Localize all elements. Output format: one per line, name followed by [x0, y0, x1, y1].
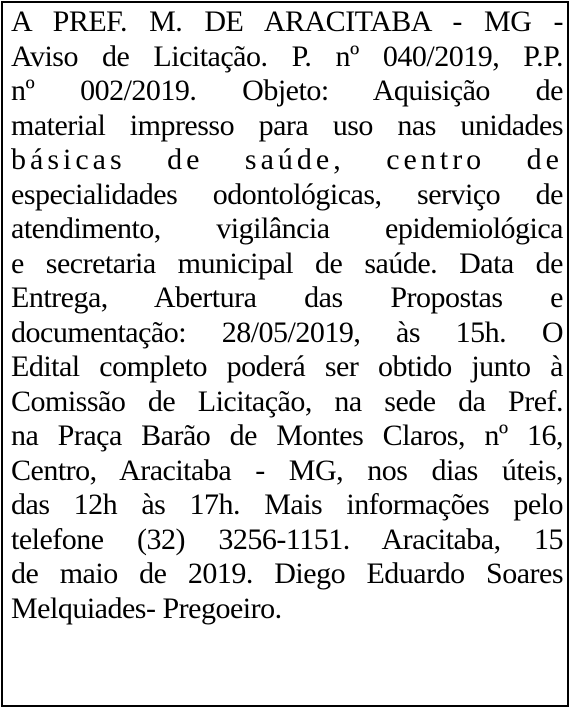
notice-line-10: documentação: 28/05/2019, às 15h. O: [11, 315, 563, 349]
notice-line-15: das 12h às 17h. Mais informações pelo: [11, 488, 563, 521]
notice-line-18: Melquiades- Pregoeiro.: [11, 591, 282, 625]
notice-line-1: A PREF. M. DE ARACITABA - MG -: [11, 5, 563, 38]
notice-line-5: básicas de saúde, centro de: [11, 143, 563, 176]
notice-line-8: e secretaria municipal de saúde. Data de: [11, 246, 563, 280]
notice-line-2: Aviso de Licitação. P. nº 040/2019, P.P.: [11, 39, 563, 73]
notice-line-6: especialidades odontológicas, serviço de: [11, 177, 563, 211]
notice-line-11: Edital completo poderá ser obtido junto à: [11, 350, 563, 383]
notice-line-16: telefone (32) 3256-1151. Aracitaba, 15: [11, 522, 563, 556]
notice-line-9: Entrega, Abertura das Propostas e: [11, 281, 563, 314]
notice-line-12: Comissão de Licitação, na sede da Pref.: [11, 384, 563, 418]
notice-frame: [1, 1, 569, 707]
notice-line-17: de maio de 2019. Diego Eduardo Soares: [11, 557, 563, 590]
notice-body: [11, 5, 563, 626]
notice-line-3: nº 002/2019. Objeto: Aquisição de: [11, 74, 563, 107]
notice-line-13: na Praça Barão de Montes Claros, nº 16,: [11, 419, 563, 452]
notice-line-7: atendimento, vigilância epidemiológica: [11, 212, 563, 245]
notice-line-4: material impresso para uso nas unidades: [11, 108, 563, 142]
notice-line-14: Centro, Aracitaba - MG, nos dias úteis,: [11, 453, 563, 487]
